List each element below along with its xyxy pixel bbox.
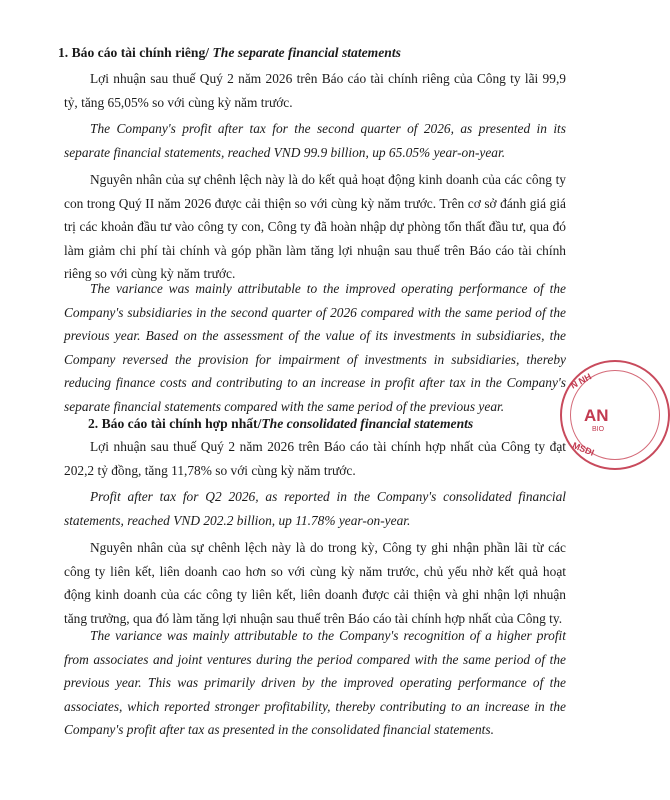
section-2-paragraph-1-vi: Lợi nhuận sau thuế Quý 2 năm 2026 trên Báo cáo tài chính hợp nhất của Công ty đạt 202,2 tỷ đồng, tăng 11,78% so với cùng kỳ năm trước. [64, 439, 566, 478]
section-1-title-en: The separate financial statements [212, 45, 401, 60]
stamp-text-top: N NH [568, 371, 594, 391]
section-2-paragraph-2-en: The variance was mainly attributable to the Company's recognition of a higher profit from associates and joint ventures during the period compared with the same period of the previous year. This was primarily driven by the improved operating performance of the associates, which reported stronger profitability, thereby contributing to an increase in the Company's profit after tax as presented in the consolidated financial statements. [64, 628, 566, 738]
section-2-paragraph-2-vi: Nguyên nhân của sự chênh lệch này là do trong kỳ, Công ty ghi nhận phần lãi từ các công ty liên kết, liên doanh cao hơn so với cùng kỳ năm trước, chủ yếu nhờ kết quả hoạt động kinh doanh của các công ty liên kết, liên doanh được cải thiện và ghi nhận lợi nhuận tăng trưởng, qua đó làm tăng lợi nhuận sau thuế trên Báo cáo tài chính hợp nhất của Công ty. [64, 540, 566, 626]
section-1-paragraph-2-vi: Nguyên nhân của sự chênh lệch này là do kết quả hoạt động kinh doanh của các công ty con trong Quý II năm 2026 được cải thiện so với cùng kỳ năm trước. Trên cơ sở đánh giá giá trị các khoản đầu tư vào công ty con, Công ty đã hoàn nhập dự phòng tổn thất đầu tư, qua đó làm giảm chi phí tài chính và góp phần làm tăng lợi nhuận sau thuế trên Báo cáo tài chính riêng so với cùng kỳ năm trước. [64, 172, 566, 282]
section-2-heading [88, 415, 473, 433]
section-1-paragraph-1-vi: Lợi nhuận sau thuế Quý 2 năm 2026 trên Báo cáo tài chính riêng của Công ty lãi 99,9 tỷ, tăng 65,05% so với cùng kỳ năm trước. [64, 71, 566, 110]
section-1-paragraph-2-en: The variance was mainly attributable to the improved operating performance of the Company's subsidiaries in the second quarter of 2026 compared with the same period of the previous year. Based on the assessment of the value of its investments in subsidiaries, the Company reversed the provision for impairment of investments in subsidiaries, thereby reducing finance costs and contributing to an increase in profit after tax in the Company's separate financial statements compared with the same period of the previous year. [64, 281, 566, 414]
stamp-text-small: BIO [592, 426, 605, 433]
section-1-number: 1. [58, 45, 69, 60]
section-2-title-en: The consolidated financial statements [261, 416, 474, 431]
section-1-title-vi: Báo cáo tài chính riêng/ [71, 45, 210, 60]
company-seal-stamp [560, 360, 670, 470]
section-2-paragraph-1-en: Profit after tax for Q2 2026, as reported in the Company's consolidated financial statements, reached VND 202.2 billion, up 11.78% year-on-year. [64, 489, 566, 528]
stamp-text-mid: AN [584, 406, 609, 425]
section-1-heading [58, 44, 401, 62]
section-2-number: 2. [88, 416, 99, 431]
stamp-text-bottom: MSDI [570, 440, 596, 458]
section-2-title-vi: Báo cáo tài chính hợp nhất/ [101, 416, 262, 431]
section-1-paragraph-1-en: The Company's profit after tax for the second quarter of 2026, as presented in its separate financial statements, reached VND 99.9 billion, up 65.05% year-on-year. [64, 121, 566, 160]
